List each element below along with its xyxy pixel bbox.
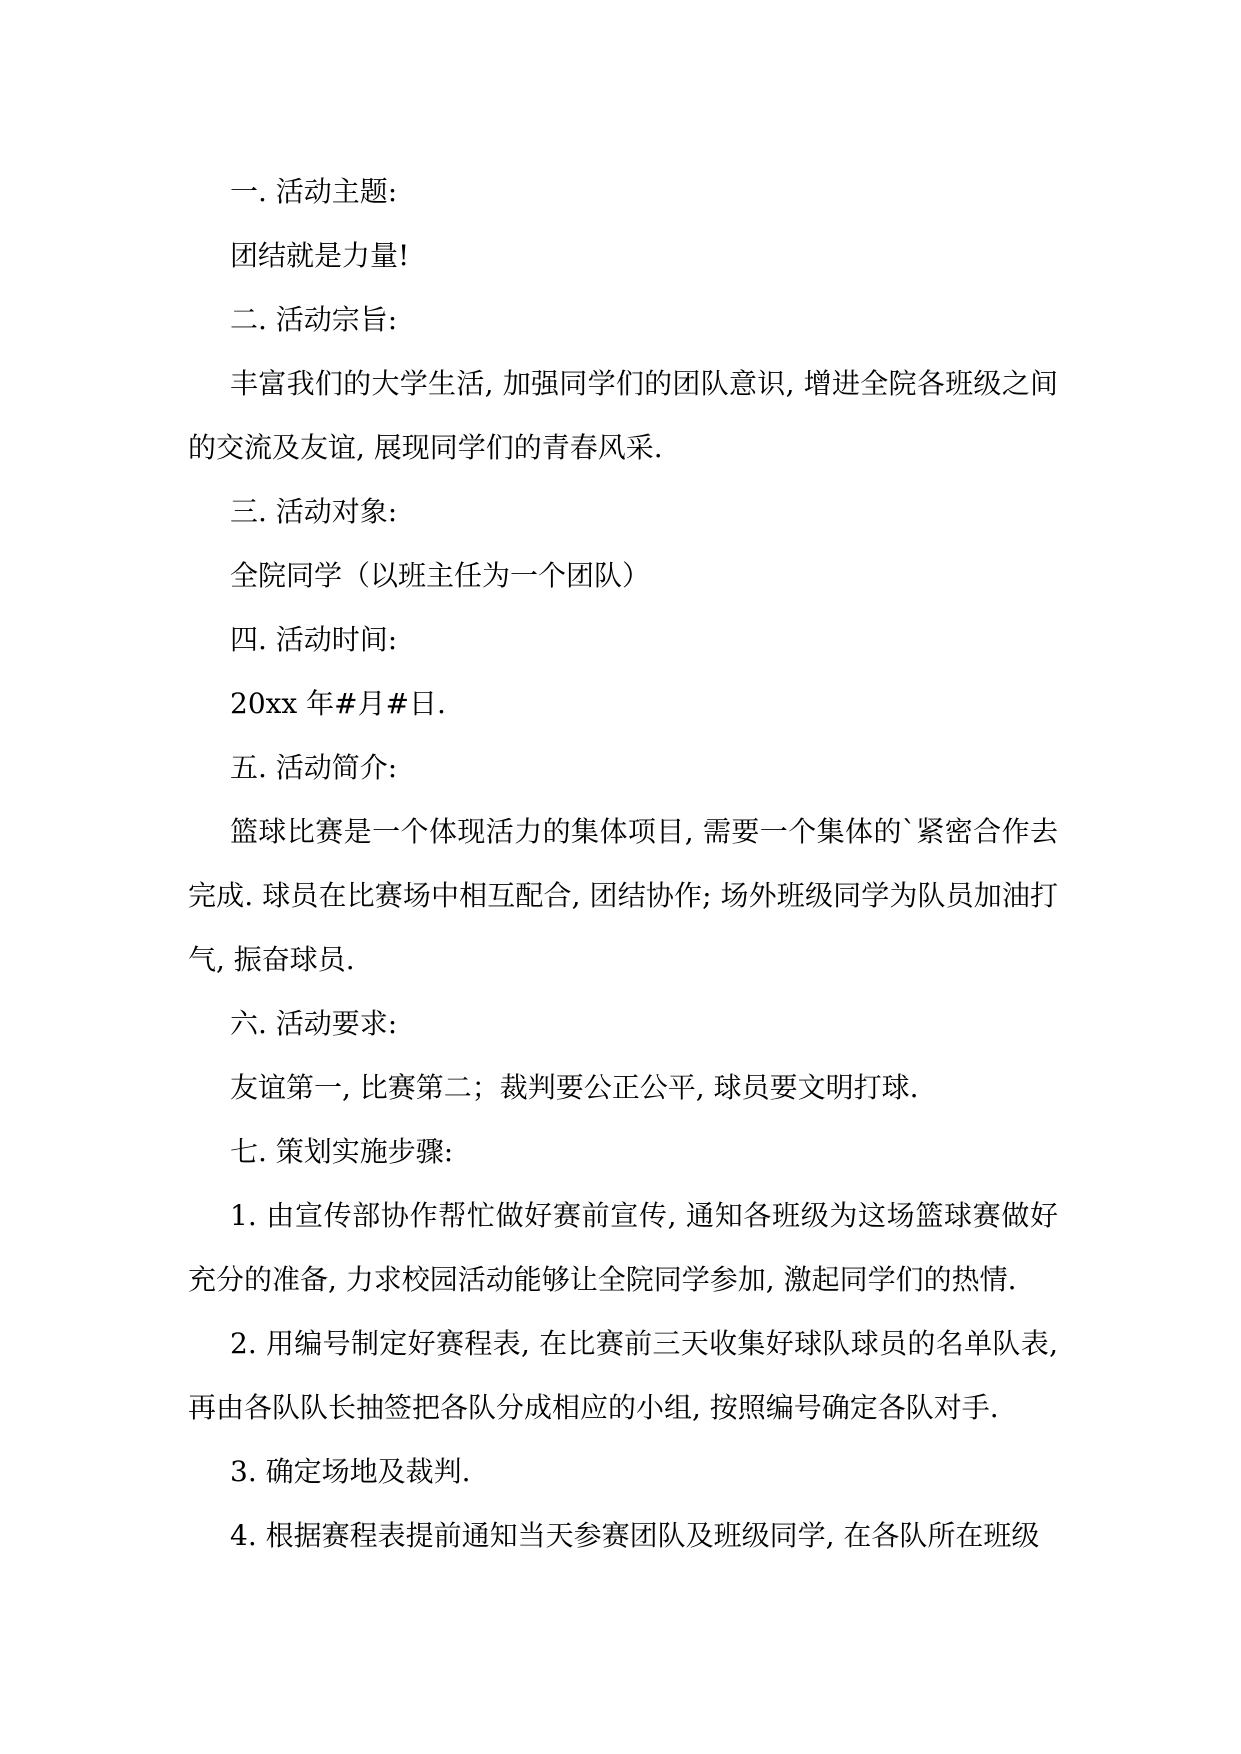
document-body <box>188 160 1058 1568</box>
paragraph-step-3: 3. 确定场地及裁判. <box>230 1455 471 1488</box>
paragraph-theme: 团结就是力量! <box>230 239 410 272</box>
section-heading-theme: 一. 活动主题: <box>230 175 398 208</box>
paragraph-step-2: 2. 用编号制定好赛程表, 在比赛前三天收集好球队球员的名单队表, 再由各队队长抽签把各队分成相应的小组, 按照编号确定各队对手. <box>188 1327 1058 1424</box>
section-heading-steps: 七. 策划实施步骤: <box>230 1135 454 1168</box>
paragraph-purpose: 丰富我们的大学生活, 加强同学们的团队意识, 增进全院各班级之间的交流及友谊, 展现同学们的青春风采. <box>188 367 1058 464</box>
paragraph-step-4: 4. 根据赛程表提前通知当天参赛团队及班级同学, 在各队所在班级 <box>230 1519 1040 1552</box>
paragraph-step-1: 1. 由宣传部协作帮忙做好赛前宣传, 通知各班级为这场篮球赛做好充分的准备, 力求校园活动能够让全院同学参加, 激起同学们的热情. <box>188 1199 1058 1296</box>
paragraph-requirements: 友谊第一, 比赛第二；裁判要公正公平, 球员要文明打球. <box>230 1071 919 1104</box>
section-heading-time: 四. 活动时间: <box>230 623 398 656</box>
paragraph-participants: 全院同学（以班主任为一个团队） <box>230 559 651 592</box>
section-heading-intro: 五. 活动简介: <box>230 751 398 784</box>
paragraph-intro: 篮球比赛是一个体现活力的集体项目, 需要一个集体的`紧密合作去完成. 球员在比赛场中相互配合, 团结协作; 场外班级同学为队员加油打气, 振奋球员. <box>188 815 1058 976</box>
section-heading-purpose: 二. 活动宗旨: <box>230 303 398 336</box>
paragraph-time: 20xx 年#月#日. <box>230 687 446 720</box>
section-heading-requirements: 六. 活动要求: <box>230 1007 398 1040</box>
section-heading-participants: 三. 活动对象: <box>230 495 398 528</box>
